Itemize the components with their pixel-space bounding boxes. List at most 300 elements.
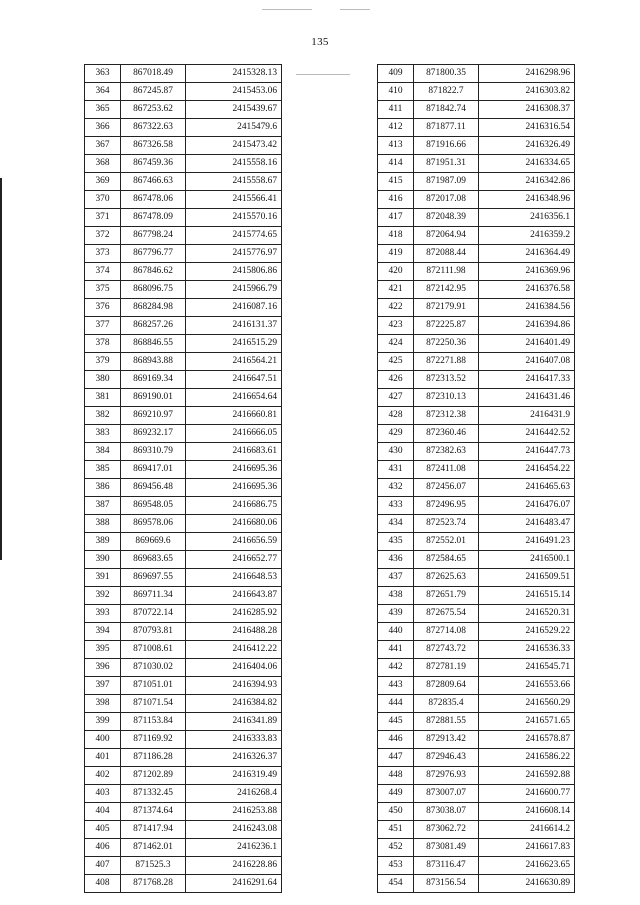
x-coordinate-cell: 868284.98: [121, 299, 186, 317]
point-number-cell: 403: [85, 785, 121, 803]
y-coordinate-cell: 2416447.73: [479, 443, 575, 461]
point-number-cell: 401: [85, 749, 121, 767]
x-coordinate-cell: 867798.24: [121, 227, 186, 245]
point-number-cell: 414: [378, 155, 414, 173]
point-number-cell: 367: [85, 137, 121, 155]
table-row: [85, 533, 282, 551]
x-coordinate-cell: 872946.43: [414, 749, 479, 767]
table-row: [85, 587, 282, 605]
table-row: [85, 443, 282, 461]
x-coordinate-cell: 872625.63: [414, 569, 479, 587]
table-row: [85, 821, 282, 839]
y-coordinate-cell: 2416442.52: [479, 425, 575, 443]
table-row: [378, 623, 575, 641]
x-coordinate-cell: 869669.6: [121, 533, 186, 551]
point-number-cell: 423: [378, 317, 414, 335]
y-coordinate-cell: 2416417.33: [479, 371, 575, 389]
point-number-cell: 366: [85, 119, 121, 137]
point-number-cell: 405: [85, 821, 121, 839]
table-row: [378, 407, 575, 425]
point-number-cell: 393: [85, 605, 121, 623]
table-row: [85, 713, 282, 731]
x-coordinate-cell: 872111.98: [414, 263, 479, 281]
point-number-cell: 377: [85, 317, 121, 335]
table-row: [378, 839, 575, 857]
y-coordinate-cell: 2416564.21: [186, 353, 282, 371]
table-row: [85, 659, 282, 677]
point-number-cell: 407: [85, 857, 121, 875]
x-coordinate-cell: 869417.01: [121, 461, 186, 479]
x-coordinate-cell: 872743.72: [414, 641, 479, 659]
table-row: [378, 533, 575, 551]
table-row: [85, 371, 282, 389]
y-coordinate-cell: 2416666.05: [186, 425, 282, 443]
x-coordinate-cell: 868257.26: [121, 317, 186, 335]
table-row: [378, 551, 575, 569]
table-row: [85, 479, 282, 497]
y-coordinate-cell: 2416131.37: [186, 317, 282, 335]
table-row: [378, 875, 575, 893]
table-row: [85, 695, 282, 713]
y-coordinate-cell: 2415479.6: [186, 119, 282, 137]
x-coordinate-cell: 872271.88: [414, 353, 479, 371]
point-number-cell: 437: [378, 569, 414, 587]
y-coordinate-cell: 2416488.28: [186, 623, 282, 641]
x-coordinate-cell: 867018.49: [121, 65, 186, 83]
y-coordinate-cell: 2416334.65: [479, 155, 575, 173]
x-coordinate-cell: 867478.06: [121, 191, 186, 209]
y-coordinate-cell: 2416316.54: [479, 119, 575, 137]
y-coordinate-cell: 2416515.14: [479, 587, 575, 605]
y-coordinate-cell: 2416333.83: [186, 731, 282, 749]
point-number-cell: 399: [85, 713, 121, 731]
point-number-cell: 417: [378, 209, 414, 227]
table-row: [378, 137, 575, 155]
point-number-cell: 384: [85, 443, 121, 461]
y-coordinate-cell: 2415806.86: [186, 263, 282, 281]
y-coordinate-cell: 2416243.08: [186, 821, 282, 839]
point-number-cell: 449: [378, 785, 414, 803]
table-row: [85, 839, 282, 857]
point-number-cell: 436: [378, 551, 414, 569]
point-number-cell: 453: [378, 857, 414, 875]
table-row: [378, 461, 575, 479]
point-number-cell: 394: [85, 623, 121, 641]
x-coordinate-cell: 869210.97: [121, 407, 186, 425]
point-number-cell: 406: [85, 839, 121, 857]
x-coordinate-cell: 872651.79: [414, 587, 479, 605]
point-number-cell: 448: [378, 767, 414, 785]
x-coordinate-cell: 869169.34: [121, 371, 186, 389]
x-coordinate-cell: 869548.05: [121, 497, 186, 515]
x-coordinate-cell: 872313.52: [414, 371, 479, 389]
x-coordinate-cell: 871842.74: [414, 101, 479, 119]
y-coordinate-cell: 2416500.1: [479, 551, 575, 569]
x-coordinate-cell: 867326.58: [121, 137, 186, 155]
x-coordinate-cell: 872881.55: [414, 713, 479, 731]
table-row: [85, 803, 282, 821]
x-coordinate-cell: 869232.17: [121, 425, 186, 443]
y-coordinate-cell: 2416341.89: [186, 713, 282, 731]
x-coordinate-cell: 873038.07: [414, 803, 479, 821]
point-number-cell: 412: [378, 119, 414, 137]
table-row: [85, 137, 282, 155]
table-row: [378, 713, 575, 731]
x-coordinate-cell: 871186.28: [121, 749, 186, 767]
table-row: [378, 263, 575, 281]
point-number-cell: 402: [85, 767, 121, 785]
table-row: [85, 191, 282, 209]
x-coordinate-cell: 872382.63: [414, 443, 479, 461]
x-coordinate-cell: 867245.87: [121, 83, 186, 101]
y-coordinate-cell: 2415473.42: [186, 137, 282, 155]
table-row: [378, 101, 575, 119]
x-coordinate-cell: 872809.64: [414, 677, 479, 695]
y-coordinate-cell: 2416571.65: [479, 713, 575, 731]
table-row: [378, 245, 575, 263]
point-number-cell: 381: [85, 389, 121, 407]
x-coordinate-cell: 872714.08: [414, 623, 479, 641]
point-number-cell: 378: [85, 335, 121, 353]
x-coordinate-cell: 871951.31: [414, 155, 479, 173]
table-row: [378, 749, 575, 767]
table-row: [85, 623, 282, 641]
y-coordinate-cell: 2416545.71: [479, 659, 575, 677]
point-number-cell: 447: [378, 749, 414, 767]
table-row: [378, 677, 575, 695]
table-row: [378, 353, 575, 371]
y-coordinate-cell: 2416652.77: [186, 551, 282, 569]
point-number-cell: 369: [85, 173, 121, 191]
y-coordinate-cell: 2416654.64: [186, 389, 282, 407]
y-coordinate-cell: 2416686.75: [186, 497, 282, 515]
table-row: [85, 461, 282, 479]
table-row: [85, 317, 282, 335]
point-number-cell: 387: [85, 497, 121, 515]
table-row: [85, 83, 282, 101]
point-number-cell: 434: [378, 515, 414, 533]
x-coordinate-cell: 871169.92: [121, 731, 186, 749]
y-coordinate-cell: 2415566.41: [186, 191, 282, 209]
y-coordinate-cell: 2416520.31: [479, 605, 575, 623]
x-coordinate-cell: 873116.47: [414, 857, 479, 875]
point-number-cell: 422: [378, 299, 414, 317]
table-row: [378, 443, 575, 461]
x-coordinate-cell: 869578.06: [121, 515, 186, 533]
x-coordinate-cell: 873156.54: [414, 875, 479, 893]
table-row: [85, 641, 282, 659]
y-coordinate-cell: 2416431.46: [479, 389, 575, 407]
point-number-cell: 450: [378, 803, 414, 821]
table-row: [378, 209, 575, 227]
y-coordinate-cell: 2416491.23: [479, 533, 575, 551]
table-row: [378, 785, 575, 803]
y-coordinate-cell: 2415558.16: [186, 155, 282, 173]
y-coordinate-cell: 2416228.86: [186, 857, 282, 875]
y-coordinate-cell: 2416608.14: [479, 803, 575, 821]
x-coordinate-cell: 872310.13: [414, 389, 479, 407]
y-coordinate-cell: 2416087.16: [186, 299, 282, 317]
point-number-cell: 371: [85, 209, 121, 227]
point-number-cell: 383: [85, 425, 121, 443]
y-coordinate-cell: 2416236.1: [186, 839, 282, 857]
x-coordinate-cell: 869456.48: [121, 479, 186, 497]
y-coordinate-cell: 2416326.37: [186, 749, 282, 767]
table-row: [378, 479, 575, 497]
y-coordinate-cell: 2416412.22: [186, 641, 282, 659]
point-number-cell: 432: [378, 479, 414, 497]
point-number-cell: 413: [378, 137, 414, 155]
x-coordinate-cell: 871768.28: [121, 875, 186, 893]
point-number-cell: 429: [378, 425, 414, 443]
y-coordinate-cell: 2415774.65: [186, 227, 282, 245]
table-row: [378, 569, 575, 587]
y-coordinate-cell: 2415558.67: [186, 173, 282, 191]
table-row: [85, 335, 282, 353]
y-coordinate-cell: 2416303.82: [479, 83, 575, 101]
y-coordinate-cell: 2415570.16: [186, 209, 282, 227]
table-row: [85, 263, 282, 281]
point-number-cell: 388: [85, 515, 121, 533]
x-coordinate-cell: 867846.62: [121, 263, 186, 281]
x-coordinate-cell: 872312.38: [414, 407, 479, 425]
table-row: [378, 389, 575, 407]
table-row: [378, 371, 575, 389]
table-row: [378, 857, 575, 875]
x-coordinate-cell: 872179.91: [414, 299, 479, 317]
point-number-cell: 372: [85, 227, 121, 245]
x-coordinate-cell: 872781.19: [414, 659, 479, 677]
x-coordinate-cell: 872017.08: [414, 191, 479, 209]
x-coordinate-cell: 872064.94: [414, 227, 479, 245]
table-row: [85, 677, 282, 695]
point-number-cell: 439: [378, 605, 414, 623]
y-coordinate-cell: 2416647.51: [186, 371, 282, 389]
x-coordinate-cell: 867796.77: [121, 245, 186, 263]
point-number-cell: 425: [378, 353, 414, 371]
x-coordinate-cell: 869697.55: [121, 569, 186, 587]
x-coordinate-cell: 871051.01: [121, 677, 186, 695]
page-number: 135: [311, 36, 329, 48]
x-coordinate-cell: 872048.39: [414, 209, 479, 227]
x-coordinate-cell: 869683.65: [121, 551, 186, 569]
table-row: [85, 155, 282, 173]
y-coordinate-cell: 2416348.96: [479, 191, 575, 209]
y-coordinate-cell: 2416553.66: [479, 677, 575, 695]
table-row: [85, 785, 282, 803]
point-number-cell: 368: [85, 155, 121, 173]
point-number-cell: 410: [378, 83, 414, 101]
y-coordinate-cell: 2416401.49: [479, 335, 575, 353]
table-row: [378, 515, 575, 533]
x-coordinate-cell: 869310.79: [121, 443, 186, 461]
point-number-cell: 433: [378, 497, 414, 515]
table-row: [85, 767, 282, 785]
x-coordinate-cell: 872584.65: [414, 551, 479, 569]
table-row: [378, 821, 575, 839]
table-row: [378, 731, 575, 749]
point-number-cell: 441: [378, 641, 414, 659]
point-number-cell: 390: [85, 551, 121, 569]
y-coordinate-cell: 2416431.9: [479, 407, 575, 425]
x-coordinate-cell: 870722.14: [121, 605, 186, 623]
point-number-cell: 442: [378, 659, 414, 677]
y-coordinate-cell: 2416364.49: [479, 245, 575, 263]
table-row: [85, 407, 282, 425]
table-row: [378, 605, 575, 623]
table-row: [85, 227, 282, 245]
table-row: [85, 749, 282, 767]
y-coordinate-cell: 2416376.58: [479, 281, 575, 299]
x-coordinate-cell: 872456.07: [414, 479, 479, 497]
x-coordinate-cell: 867466.63: [121, 173, 186, 191]
point-number-cell: 370: [85, 191, 121, 209]
point-number-cell: 397: [85, 677, 121, 695]
point-number-cell: 391: [85, 569, 121, 587]
x-coordinate-cell: 867253.62: [121, 101, 186, 119]
y-coordinate-cell: 2416515.29: [186, 335, 282, 353]
x-coordinate-cell: 872411.08: [414, 461, 479, 479]
y-coordinate-cell: 2416285.92: [186, 605, 282, 623]
x-coordinate-cell: 869190.01: [121, 389, 186, 407]
coordinates-table-right: [377, 64, 575, 893]
point-number-cell: 408: [85, 875, 121, 893]
y-coordinate-cell: 2416560.29: [479, 695, 575, 713]
point-number-cell: 443: [378, 677, 414, 695]
table-row: [85, 389, 282, 407]
x-coordinate-cell: 867459.36: [121, 155, 186, 173]
y-coordinate-cell: 2416623.65: [479, 857, 575, 875]
table-row: [378, 299, 575, 317]
point-number-cell: 385: [85, 461, 121, 479]
table-row: [85, 101, 282, 119]
y-coordinate-cell: 2416586.22: [479, 749, 575, 767]
y-coordinate-cell: 2415439.67: [186, 101, 282, 119]
y-coordinate-cell: 2416291.64: [186, 875, 282, 893]
table-row: [378, 497, 575, 515]
point-number-cell: 428: [378, 407, 414, 425]
x-coordinate-cell: 872360.46: [414, 425, 479, 443]
table-row: [85, 605, 282, 623]
y-coordinate-cell: 2416695.36: [186, 461, 282, 479]
table-row: [378, 173, 575, 191]
y-coordinate-cell: 2416308.37: [479, 101, 575, 119]
x-coordinate-cell: 871202.89: [121, 767, 186, 785]
table-row: [85, 731, 282, 749]
x-coordinate-cell: 872675.54: [414, 605, 479, 623]
point-number-cell: 416: [378, 191, 414, 209]
point-number-cell: 380: [85, 371, 121, 389]
y-coordinate-cell: 2416656.59: [186, 533, 282, 551]
point-number-cell: 430: [378, 443, 414, 461]
x-coordinate-cell: 872088.44: [414, 245, 479, 263]
y-coordinate-cell: 2416483.47: [479, 515, 575, 533]
x-coordinate-cell: 868096.75: [121, 281, 186, 299]
x-coordinate-cell: 871525.3: [121, 857, 186, 875]
point-number-cell: 444: [378, 695, 414, 713]
x-coordinate-cell: 873007.07: [414, 785, 479, 803]
table-row: [378, 191, 575, 209]
y-coordinate-cell: 2416680.06: [186, 515, 282, 533]
point-number-cell: 418: [378, 227, 414, 245]
table-row: [85, 875, 282, 893]
point-number-cell: 427: [378, 389, 414, 407]
point-number-cell: 398: [85, 695, 121, 713]
y-coordinate-cell: 2416476.07: [479, 497, 575, 515]
x-coordinate-cell: 869711.34: [121, 587, 186, 605]
table-row: [378, 425, 575, 443]
table-row: [378, 767, 575, 785]
y-coordinate-cell: 2416648.53: [186, 569, 282, 587]
table-row: [378, 317, 575, 335]
y-coordinate-cell: 2416660.81: [186, 407, 282, 425]
table-row: [378, 587, 575, 605]
y-coordinate-cell: 2416592.88: [479, 767, 575, 785]
y-coordinate-cell: 2416630.89: [479, 875, 575, 893]
point-number-cell: 392: [85, 587, 121, 605]
x-coordinate-cell: 872250.36: [414, 335, 479, 353]
x-coordinate-cell: 872142.95: [414, 281, 479, 299]
x-coordinate-cell: 868943.88: [121, 353, 186, 371]
table-row: [85, 281, 282, 299]
table-row: [85, 119, 282, 137]
y-coordinate-cell: 2416643.87: [186, 587, 282, 605]
y-coordinate-cell: 2416319.49: [186, 767, 282, 785]
table-row: [378, 803, 575, 821]
table-row: [85, 515, 282, 533]
table-row: [85, 497, 282, 515]
point-number-cell: 435: [378, 533, 414, 551]
point-number-cell: 404: [85, 803, 121, 821]
y-coordinate-cell: 2416407.08: [479, 353, 575, 371]
point-number-cell: 389: [85, 533, 121, 551]
table-row: [378, 83, 575, 101]
y-coordinate-cell: 2416384.56: [479, 299, 575, 317]
point-number-cell: 365: [85, 101, 121, 119]
x-coordinate-cell: 872225.87: [414, 317, 479, 335]
point-number-cell: 431: [378, 461, 414, 479]
point-number-cell: 386: [85, 479, 121, 497]
y-coordinate-cell: 2416509.51: [479, 569, 575, 587]
point-number-cell: 373: [85, 245, 121, 263]
x-coordinate-cell: 871332.45: [121, 785, 186, 803]
y-coordinate-cell: 2416298.96: [479, 65, 575, 83]
x-coordinate-cell: 873062.72: [414, 821, 479, 839]
table-row: [85, 569, 282, 587]
x-coordinate-cell: 870793.81: [121, 623, 186, 641]
y-coordinate-cell: 2416268.4: [186, 785, 282, 803]
x-coordinate-cell: 872913.42: [414, 731, 479, 749]
table-row: [378, 695, 575, 713]
scan-speck: [262, 9, 312, 10]
table-row: [85, 65, 282, 83]
x-coordinate-cell: 872552.01: [414, 533, 479, 551]
x-coordinate-cell: 871987.09: [414, 173, 479, 191]
x-coordinate-cell: 872496.95: [414, 497, 479, 515]
point-number-cell: 382: [85, 407, 121, 425]
table-row: [85, 173, 282, 191]
point-number-cell: 400: [85, 731, 121, 749]
point-number-cell: 424: [378, 335, 414, 353]
point-number-cell: 421: [378, 281, 414, 299]
point-number-cell: 420: [378, 263, 414, 281]
y-coordinate-cell: 2416600.77: [479, 785, 575, 803]
x-coordinate-cell: 871008.61: [121, 641, 186, 659]
table-row: [85, 425, 282, 443]
point-number-cell: 445: [378, 713, 414, 731]
table-row: [378, 119, 575, 137]
x-coordinate-cell: 871374.64: [121, 803, 186, 821]
